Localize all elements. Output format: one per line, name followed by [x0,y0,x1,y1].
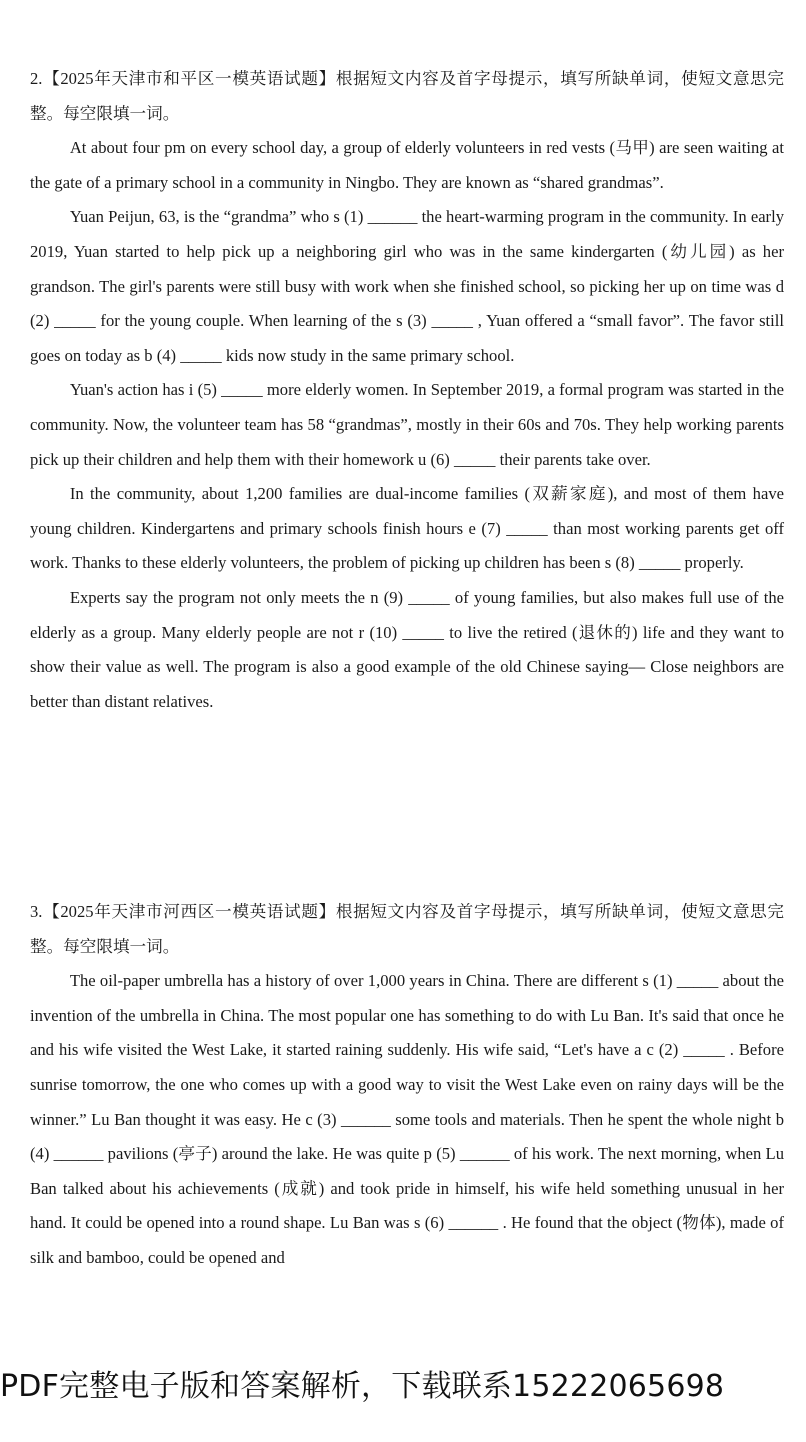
section-2-paragraph-2: Yuan Peijun, 63, is the “grandma” who s (1) ______ the heart-warming program in the community. In early 2019, Yuan started to help pick up a neighboring girl who was in the same kindergarten (幼儿园) as her grandson. The girl's parents were still busy with work when she finished school, so picking her up on time was d (2) _____ for the young couple. When learning of the s (3) _____ , Yuan offered a “small favor”. The favor still goes on today as b (4) _____ kids now study in the same primary school. [30,207,784,365]
section-2-paragraph-3: Yuan's action has i (5) _____ more elderly women. In September 2019, a formal program was started in the community. Now, the volunteer team has 58 “grandmas”, mostly in their 60s and 70s. They help working parents pick up their children and help them with their homework u (6) _____ their parents take over. [30,380,784,469]
section-3-heading: 3.【2025年天津市河西区一模英语试题】根据短文内容及首字母提示，填写所缺单词，使短文意思完整。每空限填一词。 [30,902,784,956]
section-2-paragraph-5: Experts say the program not only meets the n (9) _____ of young families, but also makes full use of the elderly as a group. Many elderly people are not r (10) _____ to live the retired (退休的) life and they want to show their value as well. The program is also a good example of the old Chinese saying— Close neighbors are better than distant relatives. [30,587,784,711]
section-3 [30,895,784,1276]
download-contact-banner: PDF完整电子版和答案解析，下载联系15222065698 [0,1369,725,1404]
section-2 [30,62,784,719]
section-2-heading: 2.【2025年天津市和平区一模英语试题】根据短文内容及首字母提示，填写所缺单词，使短文意思完整。每空限填一词。 [30,69,784,123]
section-2-paragraph-1: At about four pm on every school day, a group of elderly volunteers in red vests (马甲) are seen waiting at the gate of a primary school in a community in Ningbo. They are known as “shared grandmas”. [30,138,784,192]
section-3-paragraph-1: The oil-paper umbrella has a history of over 1,000 years in China. There are different s (1) _____ about the invention of the umbrella in China. The most popular one has something to do with Lu Ban. It's said that once he and his wife visited the West Lake, it started raining suddenly. His wife said, “Let's have a c (2) _____ . Before sunrise tomorrow, the one who comes up with a good way to visit the West Lake even on rainy days will be the winner.” Lu Ban thought it was easy. He c (3) ______ some tools and materials. Then he spent the whole night b (4) ______ pavilions (亭子) around the lake. He was quite p (5) ______ of his work. The next morning, when Lu Ban talked about his achievements (成就) and took pride in himself, his wife held something unusual in her hand. It could be opened into a round shape. Lu Ban was s (6) ______ . He found that the object (物体), made of silk and bamboo, could be opened and [30,971,784,1267]
section-2-paragraph-4: In the community, about 1,200 families are dual-income families (双薪家庭), and most of them have young children. Kindergartens and primary schools finish hours e (7) _____ than most working parents get off work. Thanks to these elderly volunteers, the problem of picking up children has been s (8) _____ properly. [30,484,784,573]
